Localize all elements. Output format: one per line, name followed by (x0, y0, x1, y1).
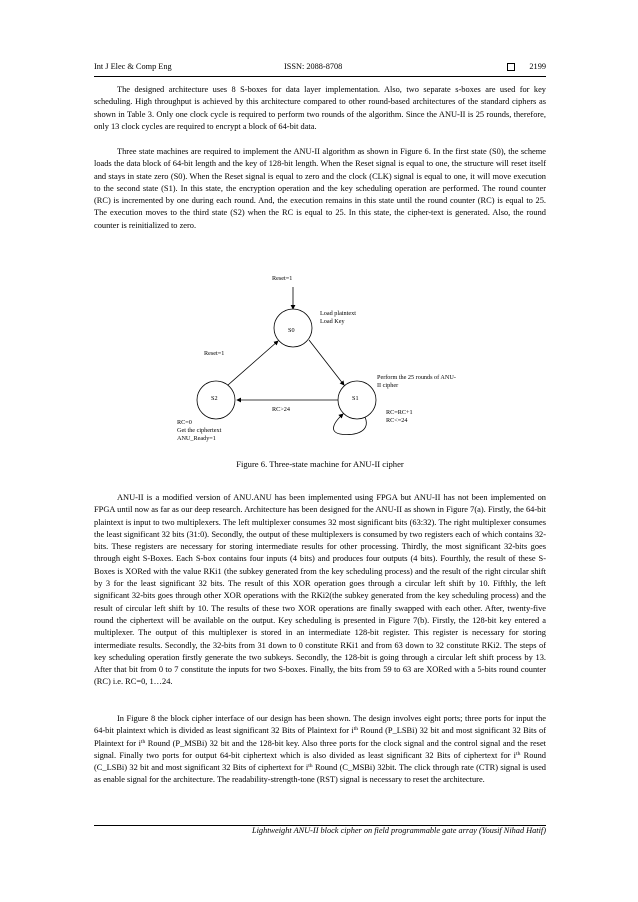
figure-caption: Figure 6. Three-state machine for ANU-II cipher (236, 459, 404, 469)
page-header (94, 62, 546, 76)
perform-label-1: Perform the 25 rounds of ANU- (377, 374, 456, 381)
state-s2-label: S2 (211, 395, 218, 402)
perform-label-2: II cipher (377, 382, 399, 389)
state-s1-label: S1 (352, 395, 359, 402)
s2-note-2: Get the ciphertext (177, 427, 222, 434)
paragraph-2: Three state machines are required to implement the ANU-II algorithm as shown in Figure 6. In the first state (S0), the scheme loads the data block of 64-bit length and the key of 128-bit length. When the Reset signal is equal to one, the structure will reset itself and stays in state zero (S0). When the Reset signal is equal to zero and the clock (CLK) signal is equal to one, it will move execution to the second state (S1). In this state, the encryption operation and the key scheduling operation are performed. The round counter (RC) is incremented by one during each round. And, the execution remains in this state until the round counter (RC) is equal to 25. The execution moves to the third state (S2) when the RC is equal to 25. In this state, the cipher-text is generated. Also, the round counter is reinitialized to zero. (94, 147, 546, 230)
load-label-2: Load Key (320, 318, 345, 325)
rc-gt-label: RC>24 (272, 406, 290, 413)
square-icon (507, 63, 515, 71)
rc-inc-label: RC=RC+1 (386, 409, 413, 416)
load-label-1: Load plaintext (320, 310, 356, 317)
s2-note-3: ANU_Ready=1 (177, 435, 216, 442)
reset-left-label: Reset=1 (204, 350, 225, 357)
state-machine-figure (160, 264, 490, 449)
page-footer: Lightweight ANU-II block cipher on field programmable gate array (Yousif Nihad Hatif) (252, 826, 546, 835)
header-rule (94, 76, 546, 77)
paragraph-4: In Figure 8 the block cipher interface of our design has been shown. The design involves eight ports; three ports for input the 64-bit plaintext which is divided as least significant 32 Bits of Plaintext for $i^{th}$ Round (P_LSBi) 32 bit and most significant 32 Bits of Plaintext for $i^{th}$ Round (P_MSBi) 32 bit and the 128-bit key. Also three ports for the clock signal and the control signal and the reset signal. Finally two ports for output 64-bit ciphertext which is also divided as least significant 32 Bits of ciphertext for $i^{th}$ Round (C_LSBi) 32 bit and most significant 32 Bits of ciphertext for $i^{th}$ Round (C_MSBi) 32bit. The click through rate (CTR) signal is used as enable signal for the architecture. The readability-strength-tone (RST) signal is necessary to reset the architecture. (94, 714, 546, 785)
arrow-s2-to-s0 (228, 341, 278, 385)
state-s0-label: S0 (288, 327, 295, 334)
state-machine-diagram (160, 264, 490, 449)
paragraph-3: ANU-II is a modified version of ANU.ANU has been implemented using FPGA but ANU-II has not been implemented on FPGA until now as far as our deep research. Architecture has been designed for the ANU-II as shown in Figure 7(a). Firstly, the 64-bit plaintext is input to two multiplexers. The left multiplexer consumes 32 most significant bits (63:32). The right multiplexer consumes the least significant 32 bits (31:0). Secondly, the output of these multiplexers is consumed by two registers each of which contains 32-bits. These registers are necessary for storing intermediate results for other processing. Thirdly, the most significant 32-bits goes through eight S-Boxes. Each S-box contains four inputs (4 bits) and produces four outputs (4 bits). Fourthly, the result of these S-Boxes is XORed with the value RKi1 (the subkey generated from the key scheduling process) and the result of the right circular shift by 3 for the least significant 32 bits. The result of this XOR operation goes through a circular left shift by 10. Fifthly, the left significant 32-bits goes through other XOR operations with the RKi2(the subkey generated from the key scheduling process) and the result of circular left shift by 10. The results of these two XOR operations are finally swapped with each other. After, twenty-five round the ciphertext will be available on the output. Key scheduling is presented in Figure 7(b). Firstly, the 128-bit key entered a multiplexer. The output of this multiplexer is stored in an intermediate 128-bit register. This register is necessary for storing intermediate results. Secondly, the 32-bits from 31 down to 0 constitute RKi1 and from 63 down to 32 constitute RKi2. The steps of key scheduling operation firstly generate the two subkeys. Secondly, the 128-bit is going through a circular left shift process by 13. After that bit from 0 to 7 constitute the inputs for two S-boxes. Finally, the bits from 59 to 63 are XORed with a 5-bits round counter (RC) i.e. RC=0, 1…24. (94, 493, 546, 687)
s2-note-1: RC=0 (177, 419, 192, 426)
issn: ISSN: 2088-8708 (284, 62, 343, 71)
reset-top-label: Reset=1 (272, 275, 293, 282)
journal-name: Int J Elec & Comp Eng (94, 62, 172, 71)
arrow-s0-to-s1 (309, 340, 344, 385)
page-number: 2199 (529, 62, 546, 71)
paragraph-1: The designed architecture uses 8 S-boxes for data layer implementation. Also, two separate s-boxes are used for key scheduling. High throughput is achieved by this architecture compared to other round-based architectures of the standard ciphers as shown in Table 3. Only one clock cycle is required to perform two rounds of the algorithm. Since the ANU-II is 25 rounds, therefore, only 13 clock cycles are required to encrypt a block of 64-bit data. (94, 85, 546, 131)
rc-le-label: RC<=24 (386, 417, 408, 424)
